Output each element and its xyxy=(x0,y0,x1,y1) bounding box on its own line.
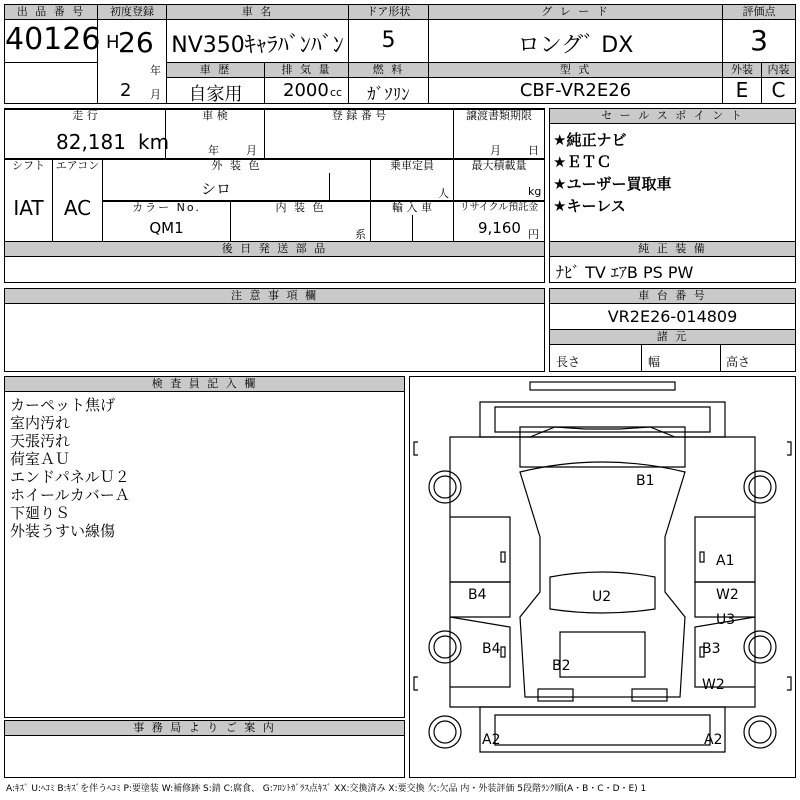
inspector-label: 検 査 員 記 入 欄 xyxy=(5,377,404,392)
lot-number: 40126 xyxy=(5,22,101,57)
mark-b3: B3 xyxy=(702,641,721,657)
history: 自家用 xyxy=(188,84,243,105)
mark-b1: B1 xyxy=(636,473,655,489)
length-label: 長さ xyxy=(556,355,581,369)
sales-point-4: ★キーレス xyxy=(553,197,626,215)
capacity-label: 乗車定員 xyxy=(390,159,434,172)
reg-label: 初度登録 xyxy=(98,5,166,20)
later-parts-label: 後 日 発 送 部 品 xyxy=(5,242,544,257)
era: H xyxy=(106,32,120,53)
reg-month-unit: 月 xyxy=(150,88,161,101)
sales-point-2: ★ＥＴＣ xyxy=(553,153,612,171)
model-label: 型 式 xyxy=(429,62,722,78)
mark-a2-right: A2 xyxy=(704,732,723,748)
recycle-unit: 円 xyxy=(528,228,539,241)
car-diagram xyxy=(410,377,795,777)
int-score: C xyxy=(771,78,786,102)
lot-label: 出 品 番 号 xyxy=(5,5,97,20)
equipment: ﾅﾋﾞ TV ｴｱB PS PW xyxy=(556,263,694,282)
sales-point-1: ★純正ナビ xyxy=(553,131,627,149)
mileage: 82,181 xyxy=(56,130,126,154)
grade: ロングﾞ DX xyxy=(517,33,634,58)
transfer-label: 譲渡書類期限 xyxy=(466,109,532,122)
mark-b4-left2: B4 xyxy=(482,641,501,657)
ext-label: 外装 xyxy=(723,62,761,78)
inspection-year-unit: 年 xyxy=(208,144,219,157)
name-label: 車 名 xyxy=(167,5,348,20)
transfer-day-unit: 日 xyxy=(528,144,539,157)
capacity-unit: 人 xyxy=(438,187,449,200)
mileage-unit: km xyxy=(138,130,170,154)
legend: A:ｷｽﾞ U:ﾍｺﾐ B:ｷｽﾞを伴うﾍｺﾐ P:要塗装 W:補修跡 S:錆 C:腐食、 G:ﾌﾛﾝﾄｶﾞﾗｽ点ｷｽﾞ XX:交換済み X:要交換 欠:欠品 内・外装評価 5段階ﾗﾝｸ順(A・B・C・D・E) 1 xyxy=(6,784,647,794)
mark-u3: U3 xyxy=(716,612,736,628)
door-label: ドア形状 xyxy=(349,5,428,20)
mark-b4-left: B4 xyxy=(468,587,487,603)
inspector-line-6: ホイールカバーＡ xyxy=(10,486,130,504)
import-label: 輸 入 車 xyxy=(392,201,432,214)
inspection-month-unit: 月 xyxy=(246,144,257,157)
score-label: 評価点 xyxy=(723,5,795,20)
mark-w2-low: W2 xyxy=(702,677,725,693)
inspector-line-8: 外装うすい線傷 xyxy=(10,522,116,540)
inspector-line-1: カーペット焦げ xyxy=(10,396,116,414)
inspector-line-7: 下廻りＳ xyxy=(10,504,71,522)
disp-label: 排 気 量 xyxy=(265,62,348,78)
inspector-line-5: エンドパネルＵ２ xyxy=(10,468,130,486)
shift-label: シフト xyxy=(12,159,45,172)
chassis-number: VR2E26-014809 xyxy=(607,307,738,326)
notes-label: 注 意 事 項 欄 xyxy=(5,289,544,304)
sales-point-3: ★ユーザー買取車 xyxy=(553,175,672,193)
color-number: QM1 xyxy=(149,219,184,237)
inspector-line-2: 室内汚れ xyxy=(10,414,71,432)
mark-b2: B2 xyxy=(552,658,571,674)
car-name: NV350ｷｬﾗﾊﾞﾝﾊﾞﾝ xyxy=(171,33,344,58)
fuel-label: 燃 料 xyxy=(349,62,428,78)
recycle-label: リサイクル預託金 xyxy=(459,202,539,213)
reg-month: 2 xyxy=(120,80,132,101)
mark-u2: U2 xyxy=(592,589,612,605)
ac-label: エアコン xyxy=(55,159,100,172)
chassis-label: 車 台 番 号 xyxy=(550,289,795,304)
equipment-label: 純 正 装 備 xyxy=(550,242,795,257)
ac: AC xyxy=(63,196,92,220)
displacement: 2000 xyxy=(283,80,329,101)
int-label: 内装 xyxy=(762,62,795,78)
height-label: 高さ xyxy=(726,355,751,369)
width-label: 幅 xyxy=(648,355,661,369)
mark-w2-right: W2 xyxy=(716,587,739,603)
ext-score: E xyxy=(735,78,749,102)
score: 3 xyxy=(750,24,768,57)
model-code: CBF-VR2E26 xyxy=(519,80,632,101)
color-label: 外 装 色 xyxy=(211,159,262,172)
sales-label: セ ー ル ス ポ イ ン ト xyxy=(550,109,795,124)
intcolor-label: 内 装 色 xyxy=(275,201,326,214)
load-unit: kg xyxy=(528,185,542,198)
inspector-line-3: 天張汚れ xyxy=(10,432,71,450)
dims-label: 諸 元 xyxy=(550,330,795,345)
plate-label: 登 録 番 号 xyxy=(331,109,387,122)
grade-label: グ レ ー ド xyxy=(429,5,722,20)
reg-year-unit: 年 xyxy=(150,64,161,77)
transfer-month-unit: 月 xyxy=(490,144,501,157)
mark-a1: A1 xyxy=(716,553,735,569)
exterior-color: シロ xyxy=(200,180,231,198)
intcolor-unit: 系 xyxy=(355,228,366,241)
office-label: 事 務 局 よ り ご 案 内 xyxy=(5,721,404,736)
colorno-label: カラー No. xyxy=(132,201,201,214)
inspector-line-4: 荷室ＡＵ xyxy=(10,450,71,468)
mark-a2-left: A2 xyxy=(482,732,501,748)
mileage-label: 走 行 xyxy=(72,109,98,122)
history-label: 車 歴 xyxy=(167,62,264,78)
fuel: ｶﾞｿﾘﾝ xyxy=(367,85,410,105)
recycle-fee: 9,160 xyxy=(478,219,521,237)
inspection-label: 車 検 xyxy=(202,109,228,122)
reg-year: 26 xyxy=(118,26,154,59)
shift: IAT xyxy=(13,196,44,220)
door-type: 5 xyxy=(381,28,396,53)
disp-unit: cc xyxy=(330,86,343,99)
load-label: 最大積載量 xyxy=(471,159,527,172)
